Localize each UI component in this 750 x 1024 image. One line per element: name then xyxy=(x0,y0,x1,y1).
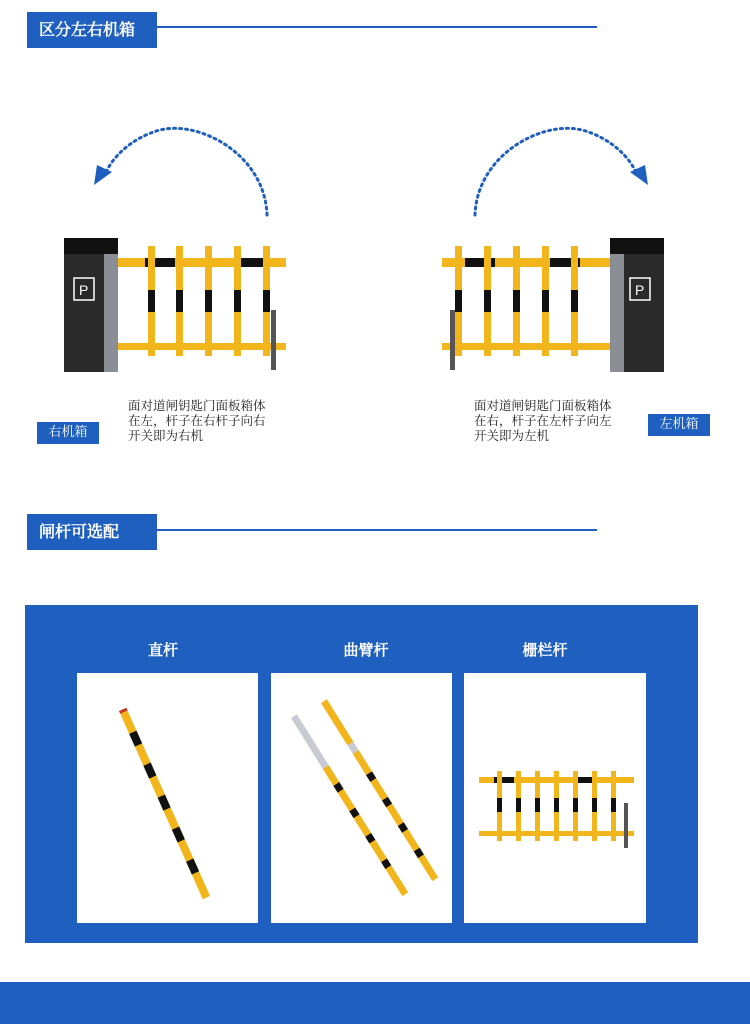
desc-line: 开关即为左机 xyxy=(474,428,550,443)
option-card-fence[interactable] xyxy=(464,673,646,923)
rotation-arrow-arc xyxy=(475,128,637,215)
cabinet-side xyxy=(610,254,624,372)
left-cabinet-tag: 左机箱 xyxy=(648,414,710,436)
section-divider xyxy=(157,26,597,28)
left-cabinet-description xyxy=(474,398,612,443)
svg-text:P: P xyxy=(635,282,645,298)
left-cabinet-illustration xyxy=(420,120,720,400)
section-title-boom-options: 闸杆可选配 xyxy=(27,514,157,550)
option-title-straight: 直杆 xyxy=(147,641,178,659)
section-divider xyxy=(157,529,597,531)
desc-line: 面对道闸钥匙门面板箱体 xyxy=(474,398,612,413)
straight-boom-image xyxy=(77,673,258,923)
option-card-folding[interactable] xyxy=(271,673,452,923)
cabinet-side xyxy=(104,254,118,372)
folding-boom-image xyxy=(271,673,452,923)
fence-boom xyxy=(118,246,286,370)
cabinet-top xyxy=(610,238,664,254)
fence-boom xyxy=(442,246,610,370)
option-title-fence: 栅栏杆 xyxy=(522,641,568,659)
right-cabinet-description xyxy=(128,398,266,443)
boom-options-panel xyxy=(25,605,698,943)
desc-line: 在右，杆子在左杆子向左 xyxy=(474,413,612,428)
section-title-cabinet: 区分左右机箱 xyxy=(27,12,157,48)
cabinet-top xyxy=(64,238,118,254)
desc-line: 在左，杆子在右杆子向右 xyxy=(128,413,266,428)
rotation-arrow-arc xyxy=(105,128,267,215)
option-card-straight[interactable] xyxy=(77,673,258,923)
right-cabinet-tag: 右机箱 xyxy=(37,422,99,444)
footer-band xyxy=(0,982,750,1024)
fence-boom-image xyxy=(464,673,646,923)
desc-line: 面对道闸钥匙门面板箱体 xyxy=(128,398,266,413)
right-cabinet-illustration xyxy=(50,120,350,400)
option-title-folding: 曲臂杆 xyxy=(343,641,389,659)
svg-text:P: P xyxy=(79,282,89,298)
desc-line: 开关即为右机 xyxy=(128,428,204,443)
